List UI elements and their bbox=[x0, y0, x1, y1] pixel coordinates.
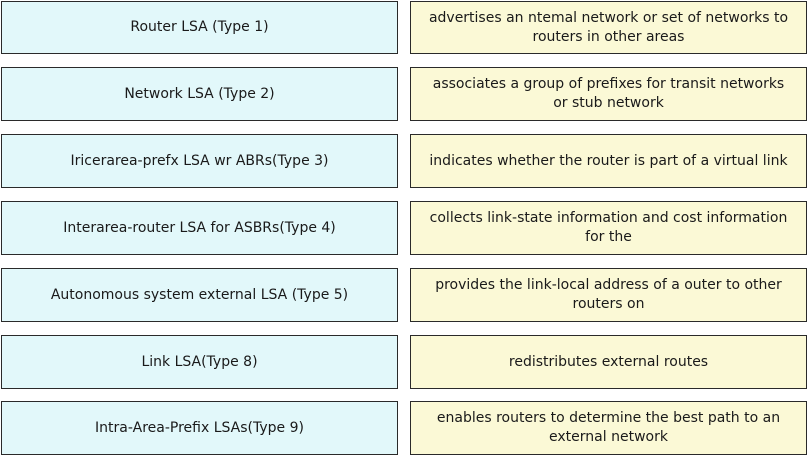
lsa-type-item[interactable] bbox=[1, 1, 398, 54]
description-text: associates a group of prefixes for transit networks or stub network bbox=[432, 76, 785, 111]
description-item[interactable] bbox=[410, 67, 807, 121]
lsa-type-item[interactable] bbox=[1, 201, 398, 255]
description-item[interactable] bbox=[410, 201, 807, 255]
description-item[interactable] bbox=[410, 134, 807, 188]
lsa-type-label: Link LSA(Type 8) bbox=[141, 353, 258, 370]
description-text: redistributes external routes bbox=[508, 353, 709, 370]
lsa-type-label: Network LSA (Type 2) bbox=[124, 85, 275, 102]
lsa-type-item[interactable] bbox=[1, 134, 398, 188]
description-item[interactable] bbox=[410, 1, 807, 54]
lsa-type-item[interactable] bbox=[1, 335, 398, 389]
description-item[interactable] bbox=[410, 335, 807, 389]
lsa-type-label: Iricerarea-prefx LSA wr ABRs(Type 3) bbox=[70, 152, 329, 169]
lsa-type-label: Autonomous system external LSA (Type 5) bbox=[50, 286, 349, 303]
description-item[interactable] bbox=[410, 401, 807, 455]
lsa-type-item[interactable] bbox=[1, 67, 398, 121]
lsa-type-label: Intra-Area-Prefix LSAs(Type 9) bbox=[95, 419, 304, 436]
description-text: advertises an ntemal network or set of networks to routers in other areas bbox=[428, 9, 789, 45]
description-text: indicates whether the router is part of a virtual link bbox=[429, 152, 788, 169]
description-item[interactable] bbox=[410, 268, 807, 322]
description-text: enables routers to determine the best path to an external network bbox=[436, 410, 781, 445]
description-text: provides the link-local address of a outer to other routers on bbox=[435, 277, 782, 312]
lsa-type-label: Interarea-router LSA for ASBRs(Type 4) bbox=[63, 219, 336, 236]
lsa-type-item[interactable] bbox=[1, 268, 398, 322]
lsa-type-item[interactable] bbox=[1, 401, 398, 455]
description-text: collects link-state information and cost information for the bbox=[429, 210, 788, 245]
lsa-type-label: Router LSA (Type 1) bbox=[130, 19, 269, 35]
